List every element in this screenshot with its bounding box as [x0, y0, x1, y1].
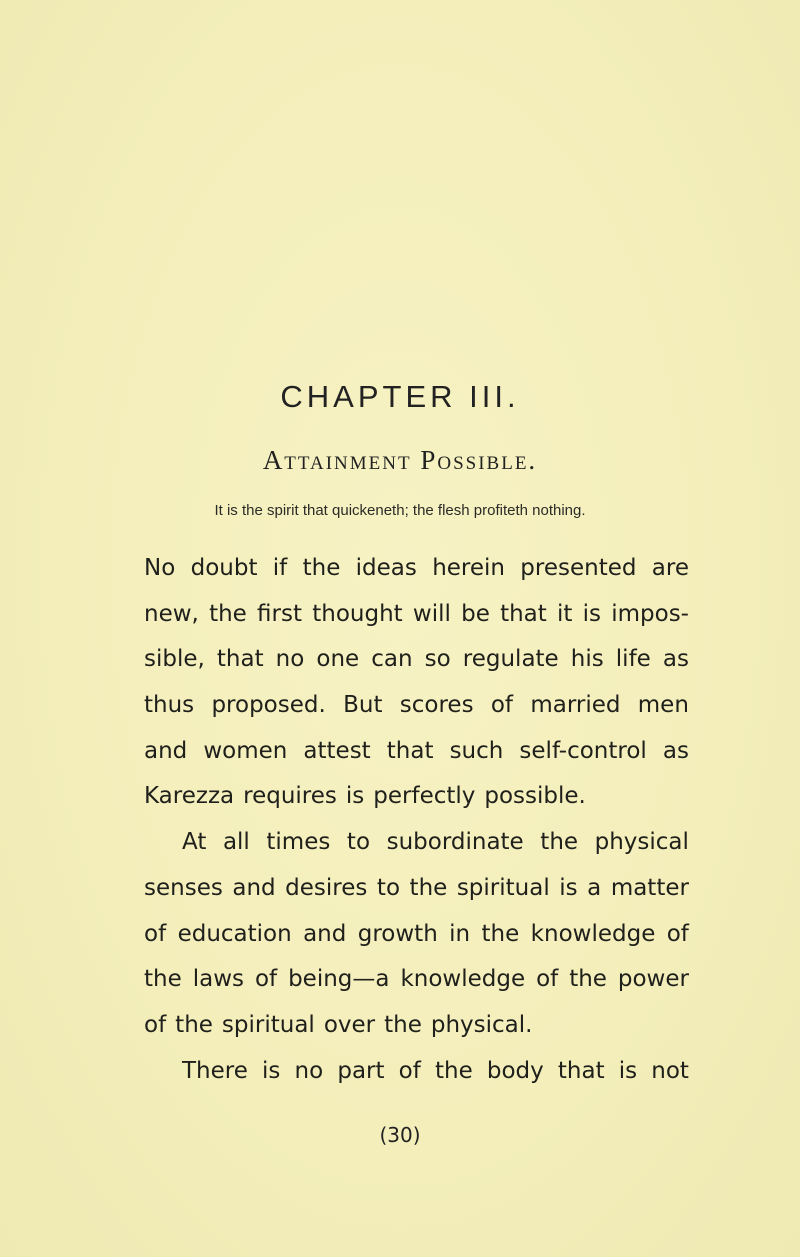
word: scores: [399, 692, 474, 719]
word: requires: [243, 783, 337, 810]
word: first: [257, 600, 302, 627]
word: to: [376, 874, 401, 901]
word: attest: [303, 737, 371, 764]
text-line: [144, 546, 689, 592]
word: new,: [144, 600, 199, 627]
word: doubt: [190, 555, 258, 581]
word: it: [557, 600, 573, 627]
word: the: [144, 966, 182, 993]
word: can: [371, 646, 413, 673]
word: possible.: [484, 783, 586, 810]
word: all: [222, 829, 250, 856]
word: his: [570, 646, 604, 673]
word: married: [530, 692, 621, 719]
word: will: [412, 600, 451, 627]
word: self-control: [519, 737, 647, 764]
word: But: [343, 692, 383, 719]
word: times: [266, 829, 331, 856]
word: is: [559, 874, 578, 901]
word: and: [232, 874, 276, 901]
word: of: [144, 1011, 167, 1038]
word: life: [615, 646, 651, 673]
text-line: [144, 912, 689, 958]
word: Karezza: [144, 783, 235, 810]
word: that: [500, 600, 547, 627]
word: knowledge: [400, 966, 526, 993]
word: to: [346, 829, 371, 856]
word: of: [144, 920, 167, 947]
page-number: (30): [379, 1123, 421, 1147]
word: is: [582, 600, 602, 627]
word: is: [262, 1057, 281, 1084]
word: is: [618, 1057, 638, 1084]
word: in: [449, 920, 471, 947]
word: of: [536, 966, 559, 993]
text-line: [144, 683, 689, 729]
word: that: [386, 737, 434, 764]
epigraph: It is the spirit that quickeneth; the flesh profiteth nothing.: [214, 502, 586, 519]
word: impos-: [611, 600, 689, 627]
word: ideas: [355, 555, 417, 581]
word: the: [481, 920, 520, 947]
word: the: [384, 1011, 422, 1038]
word: such: [449, 737, 504, 764]
word: be: [461, 600, 490, 627]
word: that: [216, 646, 264, 673]
word: presented: [520, 555, 637, 581]
word: proposed.: [211, 692, 326, 719]
word: knowledge: [530, 920, 656, 947]
word: is: [345, 783, 365, 810]
word: over: [323, 1011, 376, 1038]
word: one: [316, 646, 360, 673]
word: the: [409, 874, 448, 901]
word: laws: [192, 966, 244, 993]
chapter-heading: CHAPTER III.: [280, 379, 520, 414]
word: spiritual: [456, 874, 550, 901]
word: the: [209, 600, 247, 627]
word: At: [182, 829, 207, 856]
word: herein: [432, 555, 505, 581]
text-line: [144, 866, 689, 912]
word: the: [175, 1011, 213, 1038]
word: senses: [144, 874, 223, 901]
text-line: [144, 1003, 689, 1049]
word: regulate: [462, 646, 559, 673]
word: are: [651, 555, 689, 581]
word: men: [637, 692, 689, 719]
text-line: [144, 1049, 689, 1095]
word: power: [617, 966, 689, 993]
word: no: [294, 1057, 324, 1084]
word: thus: [144, 692, 195, 719]
chapter-title: Attainment Possible.: [262, 445, 538, 475]
text-line: [144, 820, 689, 866]
word: and: [144, 737, 188, 764]
word: part: [337, 1057, 385, 1084]
word: physical.: [430, 1011, 533, 1038]
word: as: [662, 646, 689, 673]
body-text: [144, 546, 689, 1094]
text-line: [144, 592, 689, 638]
text-line: [144, 957, 689, 1003]
word: of: [398, 1057, 421, 1084]
word: No: [144, 555, 176, 581]
word: of: [490, 692, 514, 719]
word: the: [540, 829, 579, 856]
word: sible,: [144, 646, 205, 673]
word: so: [424, 646, 451, 673]
word: matter: [610, 874, 689, 901]
word: There: [182, 1057, 248, 1084]
text-line: [144, 637, 689, 683]
word: of: [254, 966, 278, 993]
word: the: [569, 966, 607, 993]
word: desires: [285, 874, 368, 901]
word: education: [177, 920, 292, 947]
word: if: [272, 555, 288, 581]
word: perfectly: [373, 783, 476, 810]
word: the: [302, 555, 341, 581]
word: no: [275, 646, 305, 673]
word: growth: [357, 920, 438, 947]
word: being—a: [288, 966, 390, 993]
word: spiritual: [221, 1011, 315, 1038]
word: as: [662, 737, 689, 764]
word: and: [303, 920, 347, 947]
word: not: [651, 1057, 689, 1084]
word: women: [203, 737, 288, 764]
word: thought: [312, 600, 403, 627]
word: subordinate: [386, 829, 524, 856]
word: physical: [594, 829, 689, 856]
word: that: [557, 1057, 605, 1084]
text-line: [144, 774, 689, 820]
word: of: [666, 920, 689, 947]
word: body: [486, 1057, 544, 1084]
text-line: [144, 729, 689, 775]
word: a: [587, 874, 602, 901]
word: the: [434, 1057, 473, 1084]
